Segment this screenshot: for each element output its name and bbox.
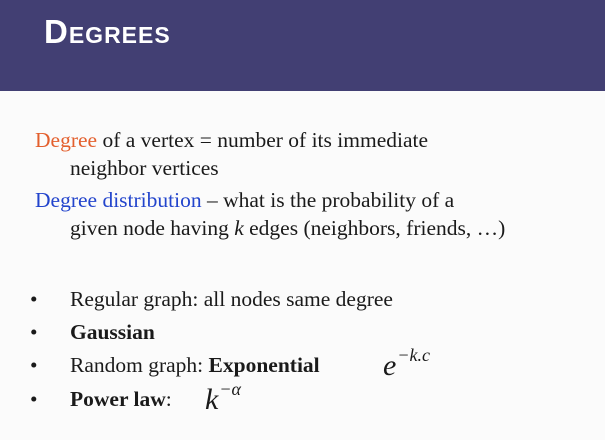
distribution-definition-line-1 xyxy=(35,186,454,214)
bullet-power-law xyxy=(70,385,172,413)
degree-definition-text: of a vertex = number of its immediate xyxy=(97,128,429,152)
degree-definition-line-1 xyxy=(35,126,428,154)
pow-base: k xyxy=(205,383,219,416)
bullet-random-graph xyxy=(70,351,320,379)
slide-header xyxy=(0,0,605,91)
random-graph-label: Random graph: xyxy=(70,353,209,377)
exponential-formula xyxy=(383,345,430,383)
bullet-regular-graph: Regular graph: all nodes same degree xyxy=(70,287,393,311)
exp-superscript: −k.c xyxy=(397,345,430,365)
distribution-text-a: given node having xyxy=(70,216,235,240)
bullet-marker: • xyxy=(30,353,38,377)
bullet-marker: • xyxy=(30,320,38,344)
bullet-marker: • xyxy=(30,287,38,311)
power-law-label: Power law xyxy=(70,387,166,411)
slide-body xyxy=(0,91,605,440)
k-variable: k xyxy=(234,216,244,240)
degree-term: Degree xyxy=(35,128,98,152)
distribution-term: Degree distribution xyxy=(35,188,202,212)
power-law-colon: : xyxy=(165,387,172,411)
distribution-definition-text: – what is the probability of a xyxy=(201,188,455,212)
bullet-gaussian: Gaussian xyxy=(70,320,155,344)
distribution-text-b: edges (neighbors, friends, …) xyxy=(243,216,506,240)
degree-definition-line-2: neighbor vertices xyxy=(70,156,219,180)
exp-base: e xyxy=(383,349,397,382)
slide-title: Degrees xyxy=(44,13,171,50)
exponential-label: Exponential xyxy=(208,353,320,377)
distribution-definition-line-2 xyxy=(70,214,505,242)
pow-superscript: −α xyxy=(219,379,241,399)
bullet-marker: • xyxy=(30,387,38,411)
power-law-formula xyxy=(205,379,241,417)
